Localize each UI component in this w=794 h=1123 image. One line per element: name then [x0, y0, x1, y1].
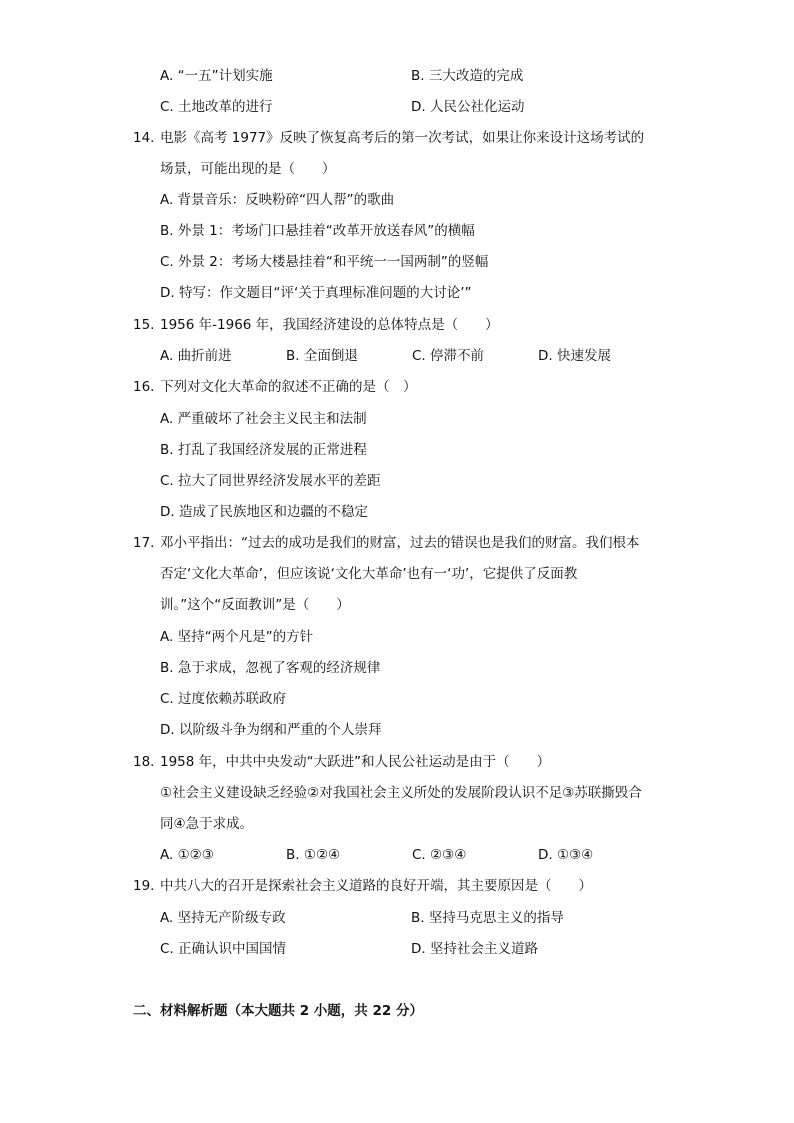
question-number: 15.: [133, 317, 155, 333]
question-stem: 邓小平指出：“过去的成功是我们的财富，过去的错误也是我们的财富。我们根本: [160, 535, 640, 551]
option-c: C. 拉大了同世界经济发展水平的差距: [160, 473, 381, 489]
option-d: D. 特写：作文题目“评‘关于真理标准问题的大讨论’”: [160, 285, 472, 301]
option-c: C. 过度依赖苏联政府: [160, 691, 287, 707]
question-stem: 同④急于求成。: [160, 816, 254, 832]
option-a: A. 背景音乐：反映粉碎“四人帮”的歌曲: [160, 192, 395, 208]
option-a: A. ①②③: [160, 847, 214, 863]
option-b: B. 坚持马克思主义的指导: [411, 910, 564, 926]
question-stem: 训。”这个“反面教训”是（ ）: [160, 597, 350, 613]
option-c: C. 土地改革的进行: [160, 99, 273, 115]
question-number: 18.: [133, 754, 155, 770]
option-d: D. 快速发展: [538, 348, 611, 364]
section-heading: 二、材料解析题（本大题共 2 小题，共 22 分）: [133, 1003, 423, 1019]
question-number: 14.: [133, 130, 155, 146]
question-stem: 场景，可能出现的是（ ）: [160, 161, 336, 177]
option-a: A. 严重破坏了社会主义民主和法制: [160, 411, 367, 427]
question-stem: ①社会主义建设缺乏经验②对我国社会主义所处的发展阶段认识不足③苏联撕毁合: [160, 785, 642, 801]
option-c: C. 正确认识中国国情: [160, 941, 287, 957]
option-b: B. 全面倒退: [286, 348, 358, 364]
option-b: B. 急于求成，忽视了客观的经济规律: [160, 660, 381, 676]
option-a: A. 坚持“两个凡是”的方针: [160, 629, 314, 645]
option-c: C. ②③④: [412, 847, 467, 863]
option-b: B. 打乱了我国经济发展的正常进程: [160, 442, 367, 458]
option-c: C. 停滞不前: [412, 348, 485, 364]
option-d: D. ①③④: [538, 847, 594, 863]
option-c: C. 外景 2：考场大楼悬挂着“和平统一一国两制”的竖幅: [160, 254, 489, 270]
option-a: A. 坚持无产阶级专政: [160, 910, 286, 926]
question-stem: 中共八大的召开是探索社会主义道路的良好开端，其主要原因是（ ）: [160, 878, 592, 894]
option-b: B. 外景 1：考场门口悬挂着“改革开放送春风”的横幅: [160, 223, 475, 239]
question-number: 17.: [133, 535, 155, 551]
question-stem: 否定‘文化大革命’，但应该说‘文化大革命’也有一‘功’，它提供了反面教: [160, 566, 578, 582]
question-number: 16.: [133, 379, 155, 395]
option-d: D. 人民公社化运动: [411, 99, 525, 115]
option-d: D. 以阶级斗争为纲和严重的个人崇拜: [160, 722, 382, 738]
option-a: A. 曲折前进: [160, 348, 232, 364]
question-stem: 1956 年-1966 年，我国经济建设的总体特点是（ ）: [160, 317, 499, 333]
question-stem: 电影《高考 1977》反映了恢复高考后的第一次考试，如果让你来设计这场考试的: [160, 130, 645, 146]
option-d: D. 造成了民族地区和边疆的不稳定: [160, 504, 368, 520]
option-b: B. ①②④: [286, 847, 341, 863]
question-number: 19.: [133, 878, 155, 894]
option-d: D. 坚持社会主义道路: [411, 941, 538, 957]
question-stem: 1958 年，中共中央发动“大跃进”和人民公社运动是由于（ ）: [160, 754, 551, 770]
option-a: A. “一五”计划实施: [160, 68, 273, 84]
option-b: B. 三大改造的完成: [411, 68, 524, 84]
question-stem: 下列对文化大革命的叙述不正确的是（ ）: [160, 379, 417, 395]
